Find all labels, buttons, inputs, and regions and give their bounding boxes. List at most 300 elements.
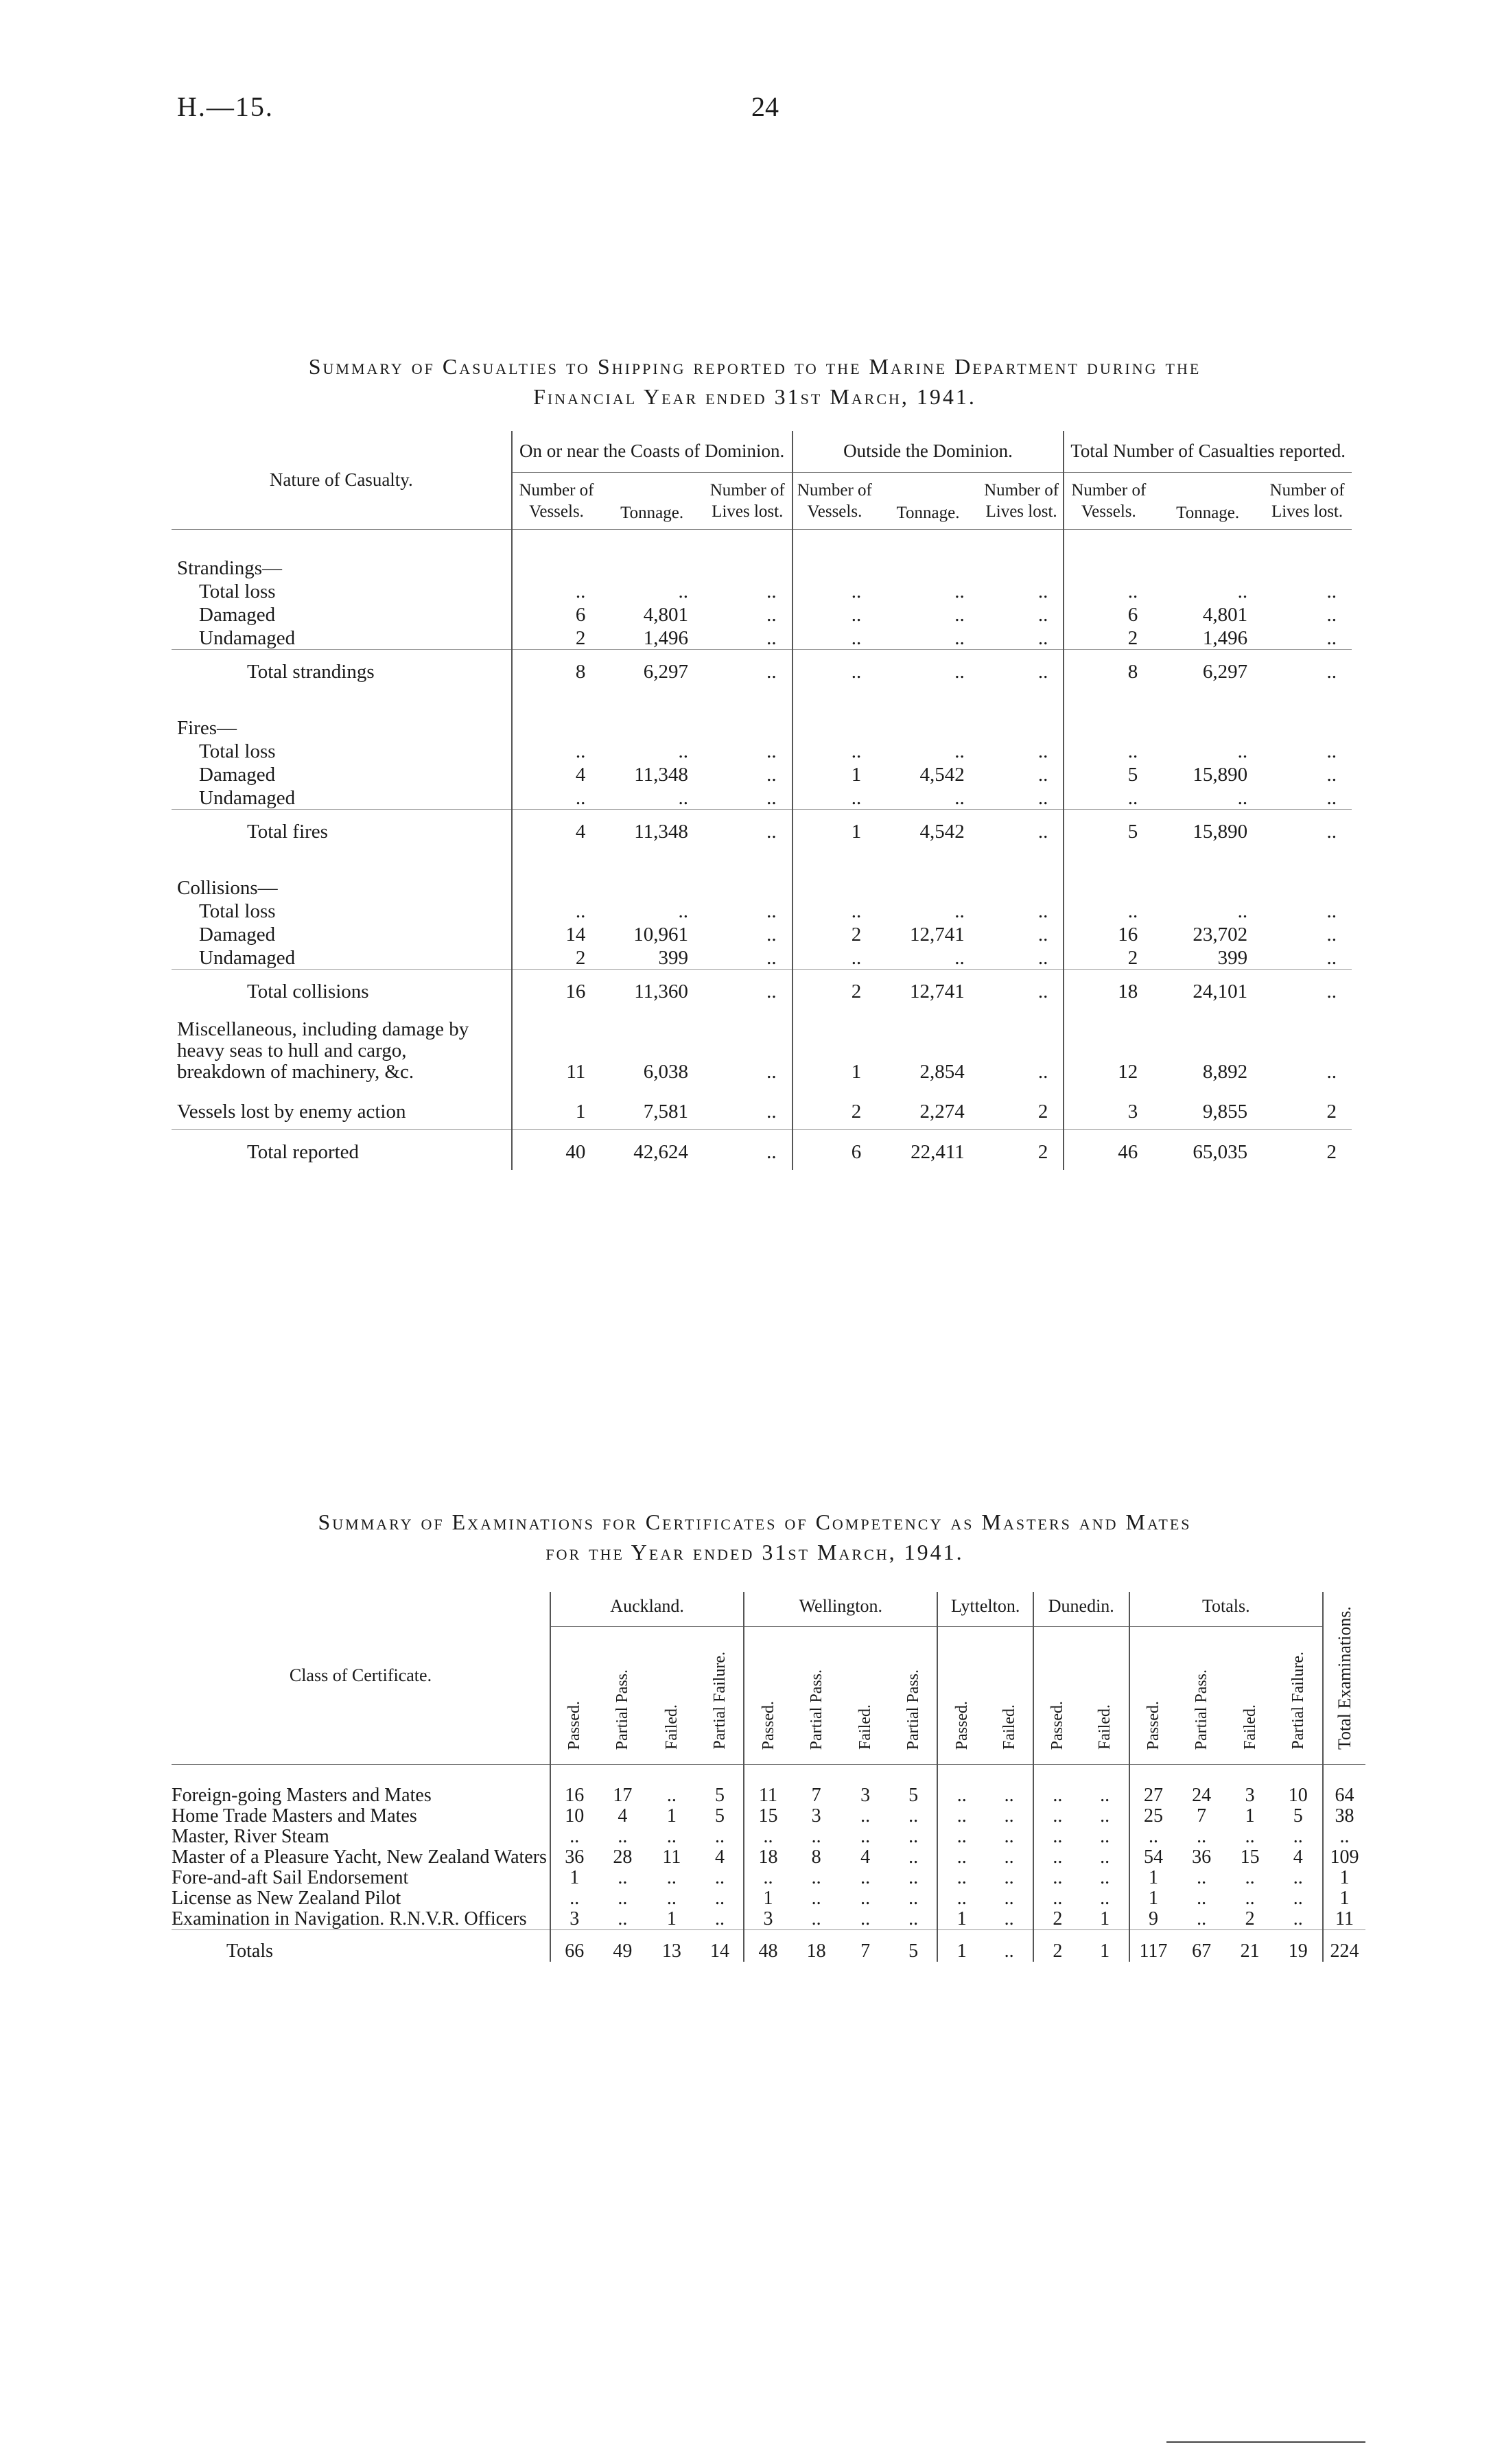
- empty-cell: [980, 690, 1064, 739]
- empty-cell: [793, 849, 877, 899]
- exams-value: ..: [1004, 1908, 1014, 1929]
- exams-value: 1: [550, 1868, 598, 1888]
- casualty-row: [172, 922, 1352, 946]
- casualty-value: ..: [954, 947, 965, 969]
- casualty-label: Fires—: [177, 717, 237, 739]
- exams-value: 21: [1226, 1930, 1274, 1962]
- casualty-value: ..: [766, 764, 777, 786]
- casualty-label: Total loss: [199, 580, 276, 602]
- exams-value: ..: [1004, 1867, 1014, 1888]
- empty-cell: [1064, 690, 1153, 739]
- exams-value: 4: [860, 1846, 871, 1868]
- casualty-value: ..: [793, 946, 877, 970]
- exams-value: ..: [1293, 1888, 1303, 1909]
- casualty-value: ..: [1237, 740, 1248, 762]
- subhead-lives: Number of Lives lost.: [703, 473, 793, 530]
- exams-value: 18: [792, 1930, 841, 1962]
- exams-value: ..: [908, 1826, 919, 1847]
- exams-title-line-1: Summary of Examinations for Certificates of Competency as Masters and Mates: [318, 1510, 1192, 1534]
- casualty-row: [172, 1090, 1352, 1130]
- exams-value: 28: [613, 1846, 633, 1868]
- subhead-vessels: Number of Vessels.: [793, 473, 877, 530]
- exams-value: ..: [1100, 1888, 1110, 1909]
- exams-value: 13: [647, 1930, 696, 1962]
- exams-value: 224: [1323, 1930, 1365, 1962]
- exams-value: ..: [860, 1908, 871, 1929]
- casualty-label: Damaged: [199, 764, 276, 786]
- casualty-value: ..: [703, 650, 793, 690]
- exams-value: ..: [860, 1888, 871, 1909]
- casualty-value: 1: [793, 762, 877, 786]
- exams-subhead: Partial Failure.: [696, 1627, 744, 1765]
- casualty-label: Total collisions: [172, 970, 512, 1010]
- exams-row: [172, 1806, 1365, 1827]
- exams-value: 16: [550, 1765, 598, 1807]
- empty-cell: [876, 849, 980, 899]
- exams-value: ..: [1033, 1827, 1081, 1847]
- exams-subhead: Partial Failure.: [1273, 1627, 1323, 1765]
- exams-value: 14: [696, 1930, 744, 1962]
- casualty-value: ..: [703, 1130, 793, 1171]
- exams-value: 48: [744, 1930, 792, 1962]
- empty-cell: [1153, 849, 1263, 899]
- exams-value: 1: [1245, 1805, 1255, 1827]
- casualty-value: ..: [1064, 786, 1153, 810]
- exams-value: ..: [550, 1827, 598, 1847]
- closing-rule: [1166, 2441, 1365, 2443]
- casualty-value: ..: [1064, 579, 1153, 602]
- casualty-label: Damaged: [199, 924, 276, 946]
- exams-value: 25: [1129, 1806, 1177, 1827]
- casualty-value: 10,961: [633, 924, 688, 946]
- exams-value: ..: [1197, 1908, 1207, 1929]
- empty-cell: [600, 530, 703, 580]
- casualty-label: Strandings—: [177, 557, 283, 579]
- empty-cell: [1263, 690, 1352, 739]
- exams-value: ..: [1100, 1867, 1110, 1888]
- exams-value: ..: [714, 1888, 725, 1909]
- exams-value: ..: [1033, 1765, 1081, 1807]
- casualty-value: 6,297: [600, 650, 703, 690]
- exams-value: 1: [1129, 1888, 1177, 1909]
- casualty-value: ..: [512, 579, 601, 602]
- exams-value: 1: [1100, 1908, 1110, 1929]
- subhead-lives: Number of Lives lost.: [1263, 473, 1352, 530]
- casualty-value: ..: [1326, 924, 1337, 946]
- exams-value: ..: [1004, 1826, 1014, 1847]
- casualty-row: [172, 690, 1352, 739]
- exams-value: 4: [618, 1805, 628, 1827]
- exams-value: ..: [1197, 1867, 1207, 1888]
- casualty-value: ..: [954, 740, 965, 762]
- casualty-value: 12,741: [910, 924, 965, 946]
- exams-subhead: Passed.: [937, 1627, 985, 1765]
- exams-value: ..: [937, 1868, 985, 1888]
- exams-value: ..: [1004, 1805, 1014, 1827]
- exams-value: ..: [666, 1785, 677, 1806]
- casualty-value: ..: [793, 626, 877, 650]
- casualty-value: 7,581: [643, 1101, 688, 1123]
- subhead-lives: Number of Lives lost.: [980, 473, 1064, 530]
- casualty-value: 12,741: [876, 970, 980, 1010]
- casualty-value: ..: [1037, 764, 1048, 786]
- exams-value: 11: [662, 1846, 681, 1868]
- exams-value: 2: [1033, 1930, 1081, 1962]
- exams-value: 1: [937, 1909, 985, 1930]
- casualty-value: ..: [1326, 580, 1337, 602]
- casualty-value: 1: [793, 810, 877, 850]
- casualty-value: ..: [1237, 900, 1248, 922]
- group-header-dunedin: Dunedin.: [1033, 1592, 1129, 1627]
- casualty-value: 399: [1217, 947, 1248, 969]
- exams-value: ..: [937, 1827, 985, 1847]
- exams-value: ..: [1100, 1785, 1110, 1806]
- group-header-wellington: Wellington.: [744, 1592, 937, 1627]
- exams-value: ..: [937, 1765, 985, 1807]
- casualty-value: 8: [512, 650, 601, 690]
- exams-value: ..: [666, 1888, 677, 1909]
- casualty-value: 6,297: [1153, 650, 1263, 690]
- empty-cell: [703, 849, 793, 899]
- casualty-value: ..: [1326, 947, 1337, 969]
- casualty-label: Vessels lost by enemy action: [177, 1101, 406, 1123]
- casualty-label: Total fires: [172, 810, 512, 850]
- casualty-value: 16: [1064, 922, 1153, 946]
- exams-value: ..: [1100, 1805, 1110, 1827]
- exams-subhead: Failed.: [1081, 1627, 1129, 1765]
- casualty-value: 11,348: [634, 764, 688, 786]
- casualty-value: 23,702: [1193, 924, 1248, 946]
- casualty-value: ..: [766, 580, 777, 602]
- casualty-value: ..: [678, 900, 688, 922]
- exams-value: ..: [908, 1805, 919, 1827]
- casualty-value: 1: [793, 1009, 877, 1090]
- exams-subhead: Passed.: [1033, 1627, 1081, 1765]
- exams-value: 66: [550, 1930, 598, 1962]
- subhead-tonnage: Tonnage.: [876, 473, 980, 530]
- casualty-value: ..: [678, 740, 688, 762]
- casualty-value: ..: [793, 739, 877, 762]
- casualty-value: 2,854: [919, 1061, 965, 1083]
- exams-value: 18: [744, 1847, 792, 1868]
- exams-value: ..: [908, 1908, 919, 1929]
- empty-cell: [600, 690, 703, 739]
- casualty-value: ..: [1037, 740, 1048, 762]
- exams-subhead: Failed.: [985, 1627, 1033, 1765]
- exams-value: 2: [1245, 1908, 1255, 1929]
- casualty-value: ..: [793, 579, 877, 602]
- casualty-value: ..: [766, 604, 777, 626]
- casualty-label: Total loss: [199, 900, 276, 922]
- exams-value: ..: [618, 1826, 628, 1847]
- casualty-value: 2: [512, 626, 601, 650]
- exams-value: 1: [1323, 1868, 1365, 1888]
- empty-cell: [512, 849, 601, 899]
- casualty-value: 65,035: [1153, 1130, 1263, 1171]
- exams-value: 1: [744, 1888, 792, 1909]
- casualty-value: 2: [1064, 946, 1153, 970]
- casualty-value: 2: [512, 946, 601, 970]
- casualty-value: ..: [766, 1061, 777, 1083]
- exams-value: ..: [811, 1867, 821, 1888]
- casualty-row: [172, 1130, 1352, 1171]
- casualty-value: ..: [1037, 787, 1048, 809]
- exams-value: 8: [811, 1846, 821, 1868]
- empty-cell: [512, 530, 601, 580]
- casualty-value: ..: [876, 650, 980, 690]
- casualty-value: ..: [1326, 604, 1337, 626]
- exams-value: 3: [860, 1785, 871, 1806]
- exams-value: ..: [937, 1806, 985, 1827]
- exams-value: ..: [1004, 1846, 1014, 1868]
- exams-value: 54: [1129, 1847, 1177, 1868]
- exams-value: ..: [714, 1908, 725, 1929]
- exams-value: 5: [908, 1785, 919, 1806]
- exams-row: [172, 1888, 1365, 1909]
- exams-label: License as New Zealand Pilot: [172, 1888, 401, 1909]
- casualty-value: ..: [954, 604, 965, 626]
- casualty-value: 2: [793, 922, 877, 946]
- casualty-row: [172, 626, 1352, 650]
- casualty-value: ..: [766, 787, 777, 809]
- casualty-value: 6: [1064, 602, 1153, 626]
- casualty-value: 4: [512, 762, 601, 786]
- exams-value: ..: [666, 1826, 677, 1847]
- exams-value: 5: [1293, 1805, 1303, 1827]
- exams-label: Totals: [172, 1930, 550, 1962]
- casualty-value: ..: [954, 627, 965, 649]
- exams-value: ..: [985, 1930, 1033, 1962]
- exams-value: ..: [1033, 1888, 1081, 1909]
- casualty-value: ..: [1326, 787, 1337, 809]
- exams-value: 4: [1293, 1846, 1303, 1868]
- empty-cell: [876, 530, 980, 580]
- exams-value: ..: [1245, 1888, 1255, 1909]
- casualty-value: ..: [793, 899, 877, 922]
- exams-value: ..: [618, 1908, 628, 1929]
- casualty-value: ..: [1263, 970, 1352, 1010]
- casualty-label: Miscellaneous, including damage by heavy seas to hull and cargo, breakdown of machinery, &c.: [177, 1018, 469, 1083]
- casualty-row: [172, 849, 1352, 899]
- casualty-value: 2: [1263, 1130, 1352, 1171]
- exams-value: ..: [1100, 1846, 1110, 1868]
- exams-value: 49: [598, 1930, 648, 1962]
- exams-value: ..: [1293, 1826, 1303, 1847]
- group-header-total: Total Number of Casualties reported.: [1064, 431, 1352, 473]
- casualty-value: 11: [512, 1009, 601, 1090]
- group-header-outside: Outside the Dominion.: [793, 431, 1064, 473]
- casualty-label: Undamaged: [199, 627, 296, 649]
- exams-value: ..: [1004, 1785, 1014, 1806]
- exams-table: [172, 1592, 1365, 1962]
- casualty-row: [172, 899, 1352, 922]
- empty-cell: [1153, 690, 1263, 739]
- exams-value: 67: [1177, 1930, 1226, 1962]
- casualty-value: ..: [1037, 627, 1048, 649]
- casualty-label: Total reported: [172, 1130, 512, 1171]
- casualty-value: 46: [1064, 1130, 1153, 1171]
- casualty-value: ..: [703, 810, 793, 850]
- casualty-title-line-2: Financial Year ended 31st March, 1941.: [533, 384, 976, 409]
- exams-title-line-2: for the Year ended 31st March, 1941.: [545, 1540, 964, 1564]
- casualty-row: [172, 810, 1352, 850]
- casualty-label: Collisions—: [177, 877, 278, 899]
- casualty-value: ..: [1237, 787, 1248, 809]
- empty-cell: [600, 849, 703, 899]
- casualty-value: 5: [1064, 762, 1153, 786]
- exams-value: 3: [1245, 1785, 1255, 1806]
- exams-value: 11: [1323, 1909, 1365, 1930]
- casualty-summary-title: [165, 351, 1345, 412]
- casualty-value: 2: [793, 970, 877, 1010]
- casualty-value: ..: [766, 740, 777, 762]
- casualty-value: 15,890: [1193, 764, 1248, 786]
- empty-cell: [1263, 530, 1352, 580]
- casualty-value: 4,801: [1202, 604, 1248, 626]
- casualty-value: 8,892: [1202, 1061, 1248, 1083]
- casualty-value: 9,855: [1202, 1101, 1248, 1123]
- casualty-value: ..: [766, 924, 777, 946]
- exams-label: Master of a Pleasure Yacht, New Zealand Waters: [172, 1846, 547, 1868]
- empty-cell: [1153, 530, 1263, 580]
- casualty-value: 399: [658, 947, 688, 969]
- exams-value: 9: [1129, 1909, 1177, 1930]
- casualty-value: 18: [1064, 970, 1153, 1010]
- empty-cell: [1064, 530, 1153, 580]
- casualty-value: 22,411: [876, 1130, 980, 1171]
- empty-cell: [703, 530, 793, 580]
- casualty-value: ..: [1326, 1061, 1337, 1083]
- exams-value: 15: [1240, 1846, 1260, 1868]
- empty-cell: [793, 530, 877, 580]
- casualty-row: [172, 650, 1352, 690]
- casualty-row: [172, 1009, 1352, 1090]
- exams-value: ..: [1197, 1888, 1207, 1909]
- casualty-value: ..: [980, 970, 1064, 1010]
- casualty-value: 4,542: [919, 764, 965, 786]
- casualty-row-header: Nature of Casualty.: [172, 431, 512, 530]
- exams-row: [172, 1909, 1365, 1930]
- casualty-value: ..: [766, 900, 777, 922]
- page-number: 24: [751, 91, 779, 122]
- exams-value: ..: [908, 1888, 919, 1909]
- exams-value: ..: [811, 1908, 821, 1929]
- subhead-tonnage: Tonnage.: [1153, 473, 1263, 530]
- exams-value: 15: [744, 1806, 792, 1827]
- exams-subhead: Partial Pass.: [598, 1627, 648, 1765]
- casualty-label: Damaged: [199, 604, 276, 626]
- exams-value: 27: [1129, 1765, 1177, 1807]
- casualty-value: ..: [1037, 604, 1048, 626]
- casualty-value: 4,542: [876, 810, 980, 850]
- casualty-row: [172, 970, 1352, 1010]
- casualty-value: 2: [1326, 1101, 1337, 1123]
- casualty-value: ..: [793, 786, 877, 810]
- exams-value: 1: [1129, 1868, 1177, 1888]
- exams-row-header: Class of Certificate.: [172, 1592, 550, 1765]
- casualty-value: 42,624: [600, 1130, 703, 1171]
- casualty-value: 2: [980, 1130, 1064, 1171]
- exams-value: ..: [714, 1826, 725, 1847]
- exams-value: 7: [841, 1930, 889, 1962]
- exams-value: 109: [1323, 1847, 1365, 1868]
- document-code: H.—15.: [177, 91, 274, 122]
- casualty-title-line-1: Summary of Casualties to Shipping reported to the Marine Department during the: [308, 354, 1201, 379]
- casualty-value: ..: [1064, 739, 1153, 762]
- casualty-value: 6: [793, 1130, 877, 1171]
- exams-value: 1: [666, 1908, 677, 1929]
- casualty-value: ..: [793, 602, 877, 626]
- casualty-value: ..: [1326, 900, 1337, 922]
- exams-value: ..: [1245, 1826, 1255, 1847]
- casualty-value: ..: [1263, 650, 1352, 690]
- exams-value: 4: [714, 1846, 725, 1868]
- exams-value: 36: [1192, 1846, 1212, 1868]
- exams-value: 5: [714, 1785, 725, 1806]
- casualty-value: ..: [1326, 740, 1337, 762]
- casualty-value: ..: [766, 947, 777, 969]
- exams-subhead: Failed.: [841, 1627, 889, 1765]
- casualty-value: ..: [1326, 764, 1337, 786]
- casualty-value: ..: [1037, 1061, 1048, 1083]
- exams-value: ..: [618, 1888, 628, 1909]
- exams-value: 5: [714, 1805, 725, 1827]
- exams-row: [172, 1930, 1365, 1962]
- casualty-row: [172, 786, 1352, 810]
- exams-value: ..: [1293, 1867, 1303, 1888]
- casualty-value: ..: [1037, 580, 1048, 602]
- exams-subhead: Partial Pass.: [1177, 1627, 1226, 1765]
- exams-subhead: Passed.: [744, 1627, 792, 1765]
- group-header-auckland: Auckland.: [550, 1592, 744, 1627]
- exams-value: 3: [550, 1909, 598, 1930]
- exams-value: 17: [613, 1785, 633, 1806]
- group-header-totals: Totals.: [1129, 1592, 1323, 1627]
- exams-row: [172, 1868, 1365, 1888]
- exams-subhead: Failed.: [1226, 1627, 1274, 1765]
- casualty-value: 2: [793, 1090, 877, 1130]
- casualty-value: ..: [766, 1101, 777, 1123]
- casualty-label: Total loss: [199, 740, 276, 762]
- casualty-value: 6,038: [643, 1061, 688, 1083]
- casualty-value: ..: [512, 899, 601, 922]
- subhead-tonnage: Tonnage.: [600, 473, 703, 530]
- casualty-value: ..: [678, 787, 688, 809]
- casualty-value: ..: [954, 580, 965, 602]
- exams-value: ..: [744, 1827, 792, 1847]
- exams-value: 10: [550, 1806, 598, 1827]
- casualty-value: 8: [1064, 650, 1153, 690]
- exams-value: 24: [1192, 1785, 1212, 1806]
- casualty-value: 6: [512, 602, 601, 626]
- exams-label: Examination in Navigation. R.N.V.R. Officers: [172, 1908, 527, 1929]
- exams-value: 1: [937, 1930, 985, 1962]
- exams-value: ..: [811, 1826, 821, 1847]
- casualty-row: [172, 530, 1352, 580]
- casualty-value: ..: [954, 900, 965, 922]
- casualty-value: ..: [954, 787, 965, 809]
- exams-value: 1: [1323, 1888, 1365, 1909]
- exams-label: Home Trade Masters and Mates: [172, 1805, 417, 1827]
- casualty-value: 4,801: [643, 604, 688, 626]
- empty-cell: [980, 849, 1064, 899]
- empty-cell: [512, 690, 601, 739]
- exams-subhead: Passed.: [1129, 1627, 1177, 1765]
- exams-value: 117: [1129, 1930, 1177, 1962]
- exams-value: 3: [744, 1909, 792, 1930]
- exams-value: ..: [860, 1867, 871, 1888]
- empty-cell: [703, 690, 793, 739]
